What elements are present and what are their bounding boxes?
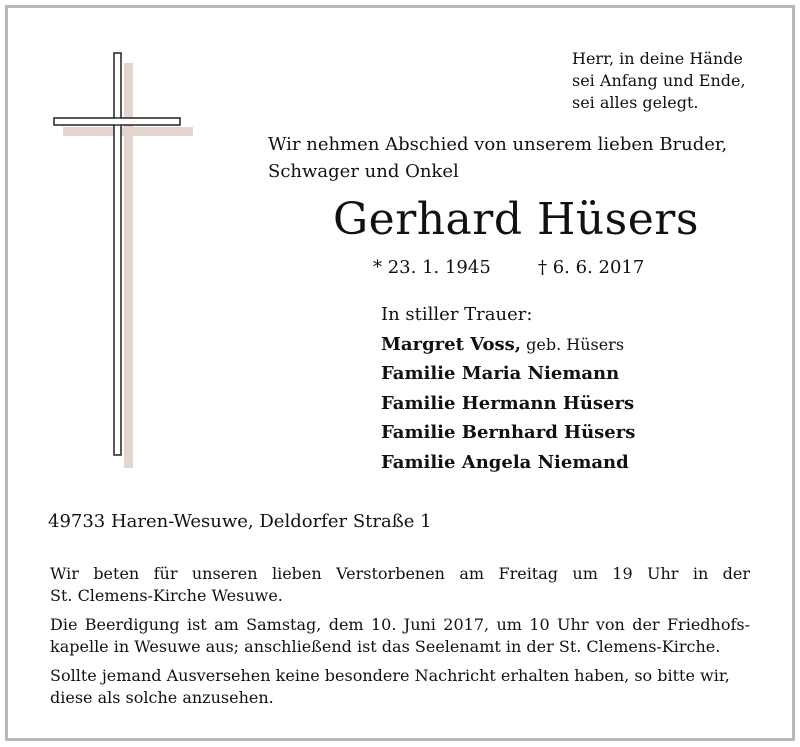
- paragraph-line: kapelle in Wesuwe aus; anschließend ist das Seelenamt in der St. Clemens-Kirche.: [50, 636, 721, 656]
- intro-line: Schwager und Onkel: [268, 161, 459, 182]
- mourner-name: Familie Angela Niemand: [381, 451, 629, 473]
- deceased-name: Gerhard Hüsers: [333, 194, 699, 245]
- mourner-entry: [381, 330, 781, 360]
- mourners-list: [381, 300, 781, 477]
- paragraph-line: Wir beten für unseren lieben Verstorbenen am Freitag um 19 Uhr in der: [50, 564, 750, 583]
- mourner-name: Familie Bernhard Hüsers: [381, 422, 636, 443]
- mourner-entry: [381, 418, 781, 448]
- mourners-heading: In stiller Trauer:: [381, 304, 533, 325]
- mourner-entry: [381, 359, 781, 389]
- mourner-suffix: geb. Hüsers: [521, 334, 625, 354]
- paragraph-line: diese als solche anzusehen.: [50, 687, 274, 707]
- verse-line: Herr, in deine Hände: [572, 49, 743, 68]
- address: 49733 Haren-Wesuwe, Deldorfer Straße 1: [48, 511, 432, 532]
- paragraph-line: St. Clemens-Kirche Wesuwe.: [50, 585, 283, 605]
- verse-line: sei Anfang und Ende,: [572, 71, 746, 90]
- verse: [572, 48, 772, 114]
- mourner-name: Familie Hermann Hüsers: [381, 392, 635, 414]
- mourner-entry: [381, 448, 781, 478]
- intro-line: Wir nehmen Abschied von unserem lieben Bruder,: [268, 134, 728, 155]
- birth-date: * 23. 1. 1945: [373, 257, 491, 278]
- mourner-name: Margret Voss,: [381, 333, 522, 355]
- paragraph-line: Die Beerdigung ist am Samstag, dem 10. Juni 2017, um 10 Uhr von der Friedhofs-: [50, 615, 750, 634]
- mourner-entry: [381, 389, 781, 419]
- mourner-name: Familie Maria Niemann: [381, 363, 620, 384]
- notice-paragraph: [50, 665, 750, 708]
- paragraph-line: Sollte jemand Ausversehen keine besondere Nachricht erhalten haben, so bitte wir,: [50, 666, 730, 685]
- death-date: † 6. 6. 2017: [538, 257, 645, 278]
- verse-line: sei alles gelegt.: [572, 93, 699, 112]
- intro-text: [268, 131, 768, 185]
- life-dates: [373, 255, 773, 281]
- funeral-paragraph: [50, 614, 750, 657]
- prayer-paragraph: [50, 563, 750, 606]
